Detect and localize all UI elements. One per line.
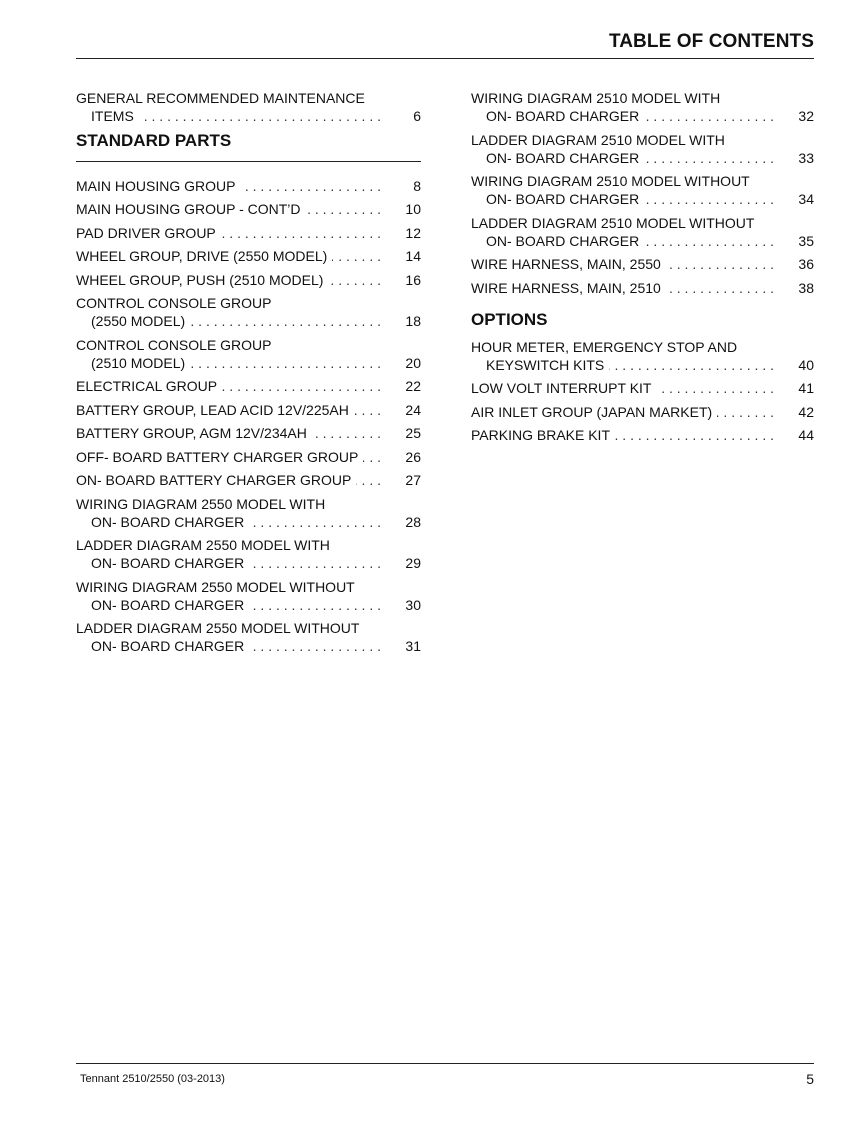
toc-entry-page: 32 xyxy=(798,108,814,124)
footer-page-number: 5 xyxy=(806,1071,814,1087)
toc-entry-label: WHEEL GROUP, DRIVE (2550 MODEL) xyxy=(76,248,328,264)
toc-entry-page: 30 xyxy=(405,596,421,613)
dot-leader xyxy=(644,232,774,250)
toc-entry[interactable] xyxy=(76,271,421,289)
toc-entry-page: 44 xyxy=(798,427,814,443)
dot-leader xyxy=(354,401,381,419)
dot-leader xyxy=(656,379,774,397)
toc-entry-label: CONTROL CONSOLE GROUP xyxy=(76,295,272,311)
toc-entry-page: 25 xyxy=(405,425,421,441)
toc-entry-page: 40 xyxy=(798,356,814,373)
toc-entry[interactable] xyxy=(471,131,814,167)
toc-entry-label: GENERAL RECOMMENDED MAINTENANCE xyxy=(76,90,365,106)
section-title-standard-parts: STANDARD PARTS xyxy=(76,130,232,150)
dot-leader xyxy=(609,356,774,374)
page-title: TABLE OF CONTENTS xyxy=(608,31,814,52)
toc-entry-label: ON- BOARD CHARGER xyxy=(486,191,640,207)
toc-entry-label: HOUR METER, EMERGENCY STOP AND xyxy=(471,338,738,355)
dot-leader xyxy=(249,513,381,531)
dot-leader xyxy=(644,190,774,208)
toc-entry-label: WHEEL GROUP, PUSH (2510 MODEL) xyxy=(76,271,324,288)
toc-entry[interactable] xyxy=(76,377,421,395)
dot-leader xyxy=(644,149,774,167)
toc-entry-page: 28 xyxy=(405,513,421,530)
standard-parts-list xyxy=(76,177,421,656)
dot-leader xyxy=(249,637,381,655)
toc-entry[interactable] xyxy=(471,426,814,444)
toc-entry-label: ON- BOARD CHARGER xyxy=(91,555,245,571)
toc-entry-page: 41 xyxy=(798,380,814,396)
toc-entry-page: 36 xyxy=(798,256,814,272)
toc-entry[interactable] xyxy=(471,403,814,421)
toc-entry-label: WIRING DIAGRAM 2510 MODEL WITH xyxy=(471,90,721,106)
toc-entry-page: 14 xyxy=(405,248,421,264)
dot-leader xyxy=(249,596,381,614)
footer-rule xyxy=(76,1063,814,1064)
toc-entry[interactable] xyxy=(76,401,421,419)
dot-leader xyxy=(666,279,774,297)
toc-entry-page: 33 xyxy=(798,149,814,166)
toc-entry[interactable] xyxy=(76,448,421,466)
toc-entry[interactable] xyxy=(76,619,421,655)
toc-entry[interactable] xyxy=(471,255,814,273)
footer-model-info: Tennant 2510/2550 (03-2013) xyxy=(80,1073,225,1085)
toc-entry-label: MAIN HOUSING GROUP - CONT’D xyxy=(76,201,301,217)
toc-entry-label: (2510 MODEL) xyxy=(91,354,186,371)
dot-leader xyxy=(717,403,774,421)
toc-entry[interactable] xyxy=(76,89,421,125)
toc-entry-page: 18 xyxy=(405,313,421,329)
toc-entry-label: ITEMS xyxy=(91,108,134,124)
toc-entry[interactable] xyxy=(76,495,421,531)
toc-entry-label: PARKING BRAKE KIT xyxy=(471,427,610,443)
dot-leader xyxy=(363,448,381,466)
dot-leader xyxy=(222,377,381,395)
toc-entry-label: ON- BOARD BATTERY CHARGER GROUP xyxy=(76,472,352,488)
dot-leader xyxy=(190,312,381,330)
dot-leader xyxy=(356,471,381,489)
toc-entry-label: LADDER DIAGRAM 2510 MODEL WITHOUT xyxy=(471,214,755,231)
dot-leader xyxy=(190,354,381,372)
toc-entry-page: 6 xyxy=(413,108,421,124)
toc-entry-page: 8 xyxy=(413,177,421,194)
toc-entry[interactable] xyxy=(76,247,421,265)
dot-leader xyxy=(306,200,381,218)
toc-entry[interactable] xyxy=(76,471,421,489)
toc-entry-page: 42 xyxy=(798,403,814,420)
toc-entry-page: 12 xyxy=(405,224,421,241)
toc-entry-label: (2550 MODEL) xyxy=(91,313,186,329)
toc-entry-label: ON- BOARD CHARGER xyxy=(91,513,245,530)
toc-entry-page: 10 xyxy=(405,201,421,217)
toc-entry-label: WIRE HARNESS, MAIN, 2550 xyxy=(471,256,661,272)
toc-entry-label: WIRING DIAGRAM 2510 MODEL WITHOUT xyxy=(471,173,750,189)
toc-entry-page: 27 xyxy=(405,472,421,488)
toc-entry-label: WIRE HARNESS, MAIN, 2510 xyxy=(471,279,661,296)
toc-entry-page: 29 xyxy=(405,555,421,571)
toc-entry-label: ON- BOARD CHARGER xyxy=(91,638,245,654)
toc-entry[interactable] xyxy=(76,336,421,372)
toc-entry-label: MAIN HOUSING GROUP xyxy=(76,177,236,194)
toc-entry-label: ON- BOARD CHARGER xyxy=(486,149,640,166)
toc-entry-label: PAD DRIVER GROUP xyxy=(76,224,216,241)
toc-entry-label: WIRING DIAGRAM 2550 MODEL WITHOUT xyxy=(76,578,355,595)
toc-entry-label: WIRING DIAGRAM 2550 MODEL WITH xyxy=(76,495,326,512)
section-rule xyxy=(76,161,421,162)
dot-leader xyxy=(139,107,381,125)
toc-entry-page: 24 xyxy=(405,401,421,418)
toc-entry-label: LOW VOLT INTERRUPT KIT xyxy=(471,380,652,396)
toc-entry-label: OFF- BOARD BATTERY CHARGER GROUP xyxy=(76,448,359,465)
toc-entry[interactable] xyxy=(76,177,421,195)
dot-leader xyxy=(240,177,381,195)
dot-leader xyxy=(332,247,381,265)
toc-entry-page: 20 xyxy=(405,354,421,371)
toc-entry-page: 34 xyxy=(798,191,814,207)
toc-entry-label: BATTERY GROUP, AGM 12V/234AH xyxy=(76,425,307,441)
toc-entry-page: 16 xyxy=(405,271,421,288)
toc-entry[interactable] xyxy=(76,578,421,614)
left-column xyxy=(76,89,421,661)
toc-entry[interactable] xyxy=(471,172,814,208)
dot-leader xyxy=(328,271,381,289)
toc-entry[interactable] xyxy=(471,89,814,125)
toc-entry[interactable] xyxy=(471,379,814,397)
dot-leader xyxy=(249,554,381,572)
dot-leader xyxy=(615,426,774,444)
right-column xyxy=(471,89,814,450)
section-title-options: OPTIONS xyxy=(471,309,548,329)
toc-entry-label: ON- BOARD CHARGER xyxy=(91,596,245,613)
toc-entry-label: KEYSWITCH KITS xyxy=(486,356,605,373)
toc-entry[interactable] xyxy=(471,338,814,374)
toc-entry-page: 22 xyxy=(405,378,421,394)
toc-entry-label: LADDER DIAGRAM 2550 MODEL WITH xyxy=(76,537,330,553)
toc-entry-label: AIR INLET GROUP (JAPAN MARKET) xyxy=(471,403,713,420)
intro-list xyxy=(76,89,421,125)
toc-entry-page: 31 xyxy=(405,638,421,654)
header-rule xyxy=(76,58,814,59)
toc-entry-label: LADDER DIAGRAM 2510 MODEL WITH xyxy=(471,131,725,148)
toc-entry-label: ELECTRICAL GROUP xyxy=(76,378,218,394)
toc-entry-label: LADDER DIAGRAM 2550 MODEL WITHOUT xyxy=(76,620,360,636)
toc-entry[interactable] xyxy=(76,294,421,330)
toc-entry[interactable] xyxy=(471,279,814,297)
toc-entry-page: 26 xyxy=(405,448,421,465)
dot-leader xyxy=(644,107,774,125)
dot-leader xyxy=(221,224,381,242)
toc-entry-page: 38 xyxy=(798,279,814,296)
toc-entry[interactable] xyxy=(76,224,421,242)
toc-entry[interactable] xyxy=(76,536,421,572)
toc-entry[interactable] xyxy=(76,424,421,442)
toc-entry-label: ON- BOARD CHARGER xyxy=(486,108,640,124)
options-list xyxy=(471,338,814,445)
toc-entry[interactable] xyxy=(76,200,421,218)
wiring-list xyxy=(471,89,814,297)
toc-entry-label: BATTERY GROUP, LEAD ACID 12V/225AH xyxy=(76,401,349,418)
toc-entry[interactable] xyxy=(471,214,814,250)
dot-leader xyxy=(666,255,774,273)
toc-entry-page: 35 xyxy=(798,232,814,249)
dot-leader xyxy=(312,424,381,442)
toc-entry-label: CONTROL CONSOLE GROUP xyxy=(76,336,272,353)
toc-entry-label: ON- BOARD CHARGER xyxy=(486,232,640,249)
